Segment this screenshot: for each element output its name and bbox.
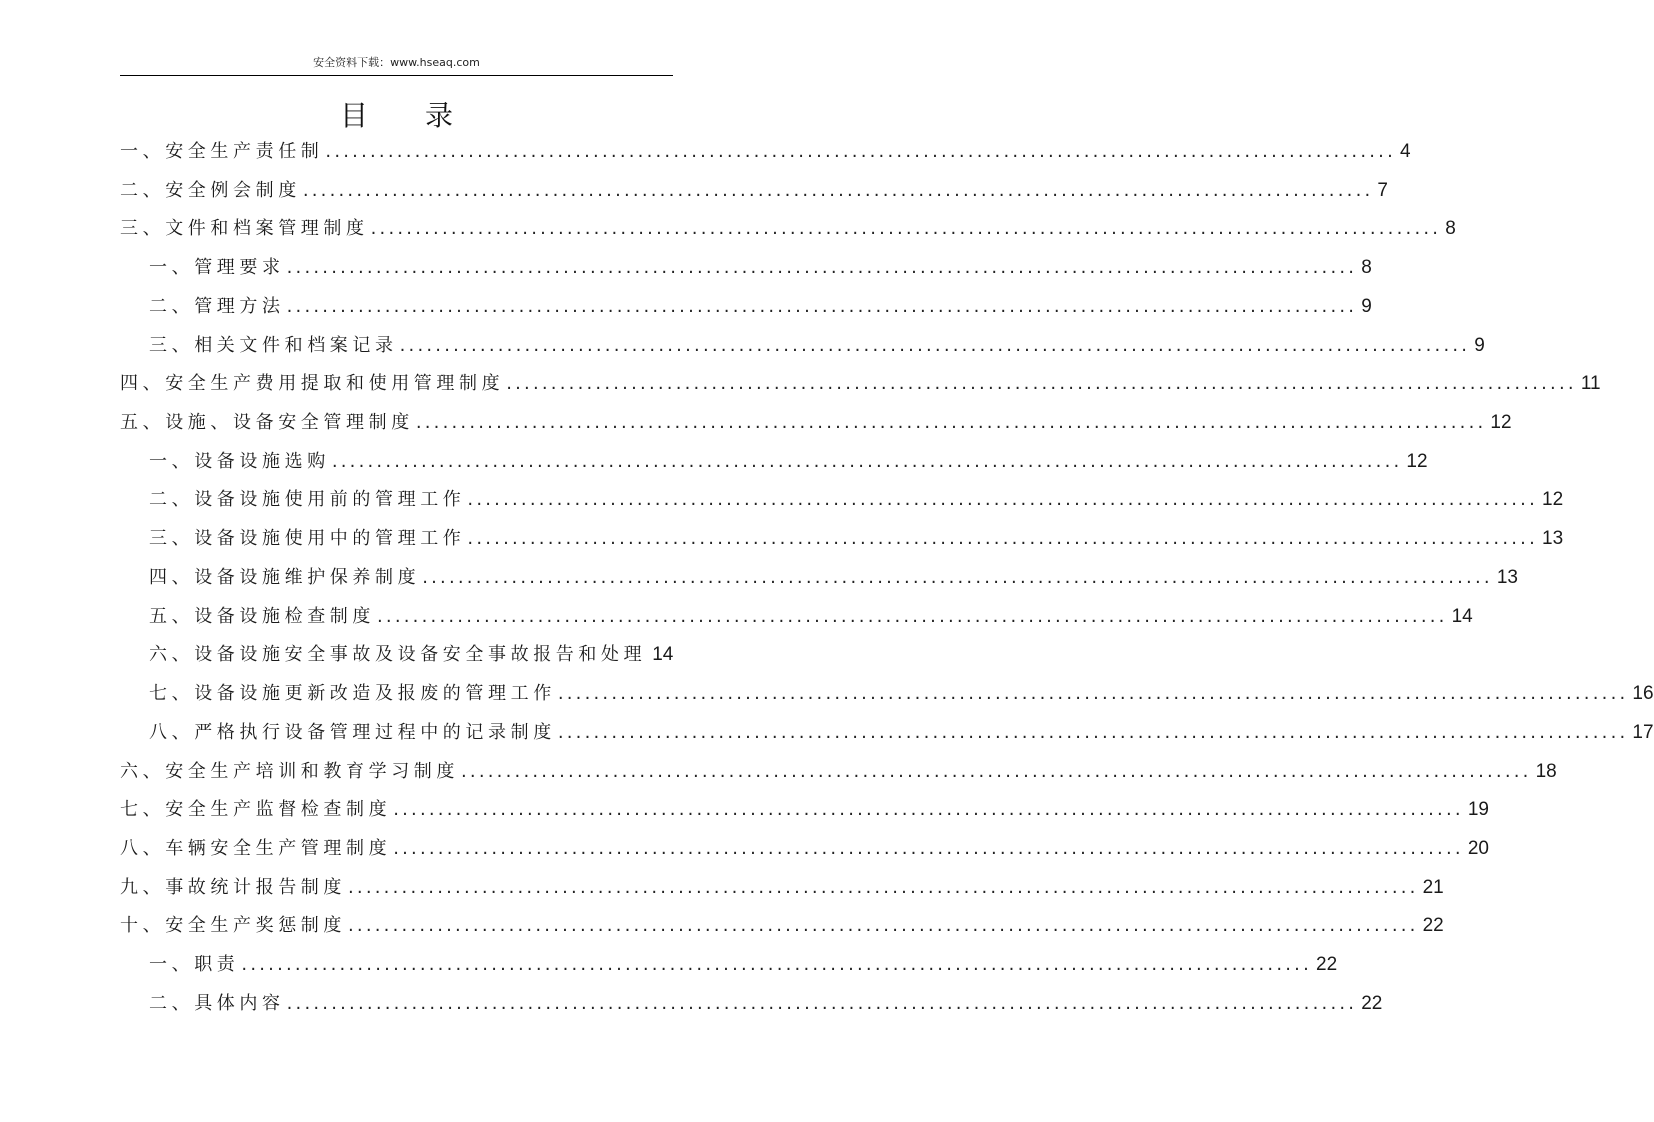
toc-entry-label: 七、安全生产监督检查制度 <box>120 799 392 821</box>
toc-entry-label: 二、管理方法 <box>149 295 285 317</box>
toc-page-number: 9 <box>1361 295 1372 317</box>
toc-dot-leader: ........................................................................................................................ <box>241 954 1313 976</box>
toc-entry-label: 二、安全例会制度 <box>120 179 301 201</box>
table-of-contents <box>120 133 1654 1024</box>
toc-entry-label: 二、具体内容 <box>149 992 285 1014</box>
toc-dot-leader: ........................................................................................................................ <box>506 373 1577 395</box>
toc-dot-leader: ........................................................................................................................ <box>422 566 1493 588</box>
toc-dot-leader: ........................................................................................................................ <box>370 218 1442 240</box>
toc-page-number: 16 <box>1632 683 1654 705</box>
toc-entry-label: 三、文件和档案管理制度 <box>120 218 369 240</box>
toc-dot-leader: ........................................................................................................................ <box>348 915 1419 937</box>
toc-dot-leader: ........................................................................................................................ <box>393 799 1464 821</box>
toc-dot-leader: ........................................................................................................................ <box>557 683 1629 705</box>
toc-page-number: 11 <box>1580 373 1601 395</box>
toc-entry-label: 六、安全生产培训和教育学习制度 <box>120 760 459 782</box>
toc-page-number: 20 <box>1467 837 1489 859</box>
toc-subentry[interactable] <box>120 946 1338 985</box>
toc-dot-leader: ........................................................................................................................ <box>467 528 1539 550</box>
toc-page-number: 17 <box>1632 721 1654 743</box>
toc-page-number: 18 <box>1535 760 1557 782</box>
toc-dot-leader: ........................................................................................................................ <box>377 605 1448 627</box>
toc-subentry[interactable] <box>120 481 1564 520</box>
toc-entry-label: 五、设备设施检查制度 <box>149 605 375 627</box>
toc-entry[interactable] <box>120 365 1601 404</box>
toc-title: 目 录 <box>340 99 477 132</box>
toc-entry[interactable] <box>120 869 1444 908</box>
toc-page-number: 12 <box>1490 412 1512 434</box>
toc-page-number: 22 <box>1361 992 1383 1014</box>
toc-dot-leader: ........................................................................................................................ <box>399 334 1471 356</box>
toc-subentry[interactable] <box>120 327 1485 366</box>
toc-page-number: 21 <box>1422 876 1444 898</box>
toc-dot-leader: ........................................................................................................................ <box>557 721 1629 743</box>
toc-subentry[interactable] <box>120 559 1518 598</box>
toc-page-number: 22 <box>1422 915 1444 937</box>
toc-page-number: 14 <box>1451 605 1473 627</box>
toc-entry[interactable] <box>120 133 1411 172</box>
toc-entry-label: 五、设施、设备安全管理制度 <box>120 412 414 434</box>
toc-page-number: 12 <box>1542 489 1564 511</box>
toc-page-number: 19 <box>1467 799 1489 821</box>
toc-subentry[interactable] <box>120 288 1372 327</box>
toc-entry-label: 一、设备设施选购 <box>149 450 330 472</box>
toc-dot-leader: ........................................................................................................................ <box>461 760 1532 782</box>
toc-dot-leader <box>646 636 648 675</box>
toc-entry[interactable] <box>120 907 1444 946</box>
toc-entry-label: 一、职责 <box>149 954 240 976</box>
toc-entry-label: 三、相关文件和档案记录 <box>149 334 398 356</box>
toc-entry-label: 七、设备设施更新改造及报废的管理工作 <box>149 683 556 705</box>
toc-page-number: 4 <box>1400 141 1411 162</box>
toc-page-number: 13 <box>1542 528 1564 550</box>
toc-entry[interactable] <box>120 210 1456 249</box>
toc-dot-leader: ........................................................................................................................ <box>467 489 1539 511</box>
toc-page-number: 14 <box>652 644 674 666</box>
toc-entry-label: 九、事故统计报告制度 <box>120 876 346 898</box>
toc-page-number: 22 <box>1316 954 1338 976</box>
toc-subentry[interactable] <box>120 598 1473 637</box>
toc-dot-leader: ........................................................................................................................ <box>348 876 1419 898</box>
toc-subentry[interactable] <box>120 636 673 675</box>
toc-subentry[interactable] <box>120 714 1654 753</box>
toc-dot-leader: ........................................................................................................................ <box>286 992 1358 1014</box>
toc-dot-leader: ........................................................................................................................ <box>302 179 1374 201</box>
toc-subentry[interactable] <box>120 520 1564 559</box>
toc-subentry[interactable] <box>120 249 1372 288</box>
toc-page-number: 8 <box>1445 218 1456 240</box>
toc-entry-label: 六、设备设施安全事故及设备安全事故报告和处理 <box>149 644 647 666</box>
page-header: 安全资料下载：www.hseaq.com <box>313 56 480 69</box>
toc-dot-leader: ........................................................................................................................ <box>393 837 1464 859</box>
toc-entry-label: 四、设备设施维护保养制度 <box>149 566 421 588</box>
toc-page-number: 13 <box>1496 566 1518 588</box>
toc-subentry[interactable] <box>120 443 1428 482</box>
toc-entry[interactable] <box>120 172 1388 211</box>
toc-page-number: 7 <box>1377 179 1388 201</box>
toc-entry[interactable] <box>120 404 1512 443</box>
toc-entry[interactable] <box>120 830 1489 869</box>
toc-dot-leader: ........................................................................................................................ <box>325 141 1397 162</box>
toc-entry[interactable] <box>120 753 1557 792</box>
toc-entry-label: 一、安全生产责任制 <box>120 141 324 162</box>
toc-entry-label: 四、安全生产费用提取和使用管理制度 <box>120 373 505 395</box>
toc-dot-leader: ........................................................................................................................ <box>415 412 1487 434</box>
toc-page-number: 9 <box>1474 334 1485 356</box>
toc-entry-label: 三、设备设施使用中的管理工作 <box>149 528 466 550</box>
header-divider <box>120 75 673 76</box>
toc-page-number: 8 <box>1361 257 1372 279</box>
toc-entry-label: 八、严格执行设备管理过程中的记录制度 <box>149 721 556 743</box>
toc-page-number: 12 <box>1406 450 1428 472</box>
toc-entry-label: 十、安全生产奖惩制度 <box>120 915 346 937</box>
toc-dot-leader: ........................................................................................................................ <box>331 450 1403 472</box>
toc-entry-label: 一、管理要求 <box>149 257 285 279</box>
toc-dot-leader: ........................................................................................................................ <box>286 295 1358 317</box>
toc-entry-label: 八、车辆安全生产管理制度 <box>120 837 392 859</box>
toc-dot-leader: ........................................................................................................................ <box>286 257 1358 279</box>
toc-entry-label: 二、设备设施使用前的管理工作 <box>149 489 466 511</box>
toc-subentry[interactable] <box>120 985 1383 1024</box>
toc-subentry[interactable] <box>120 675 1654 714</box>
toc-entry[interactable] <box>120 791 1489 830</box>
